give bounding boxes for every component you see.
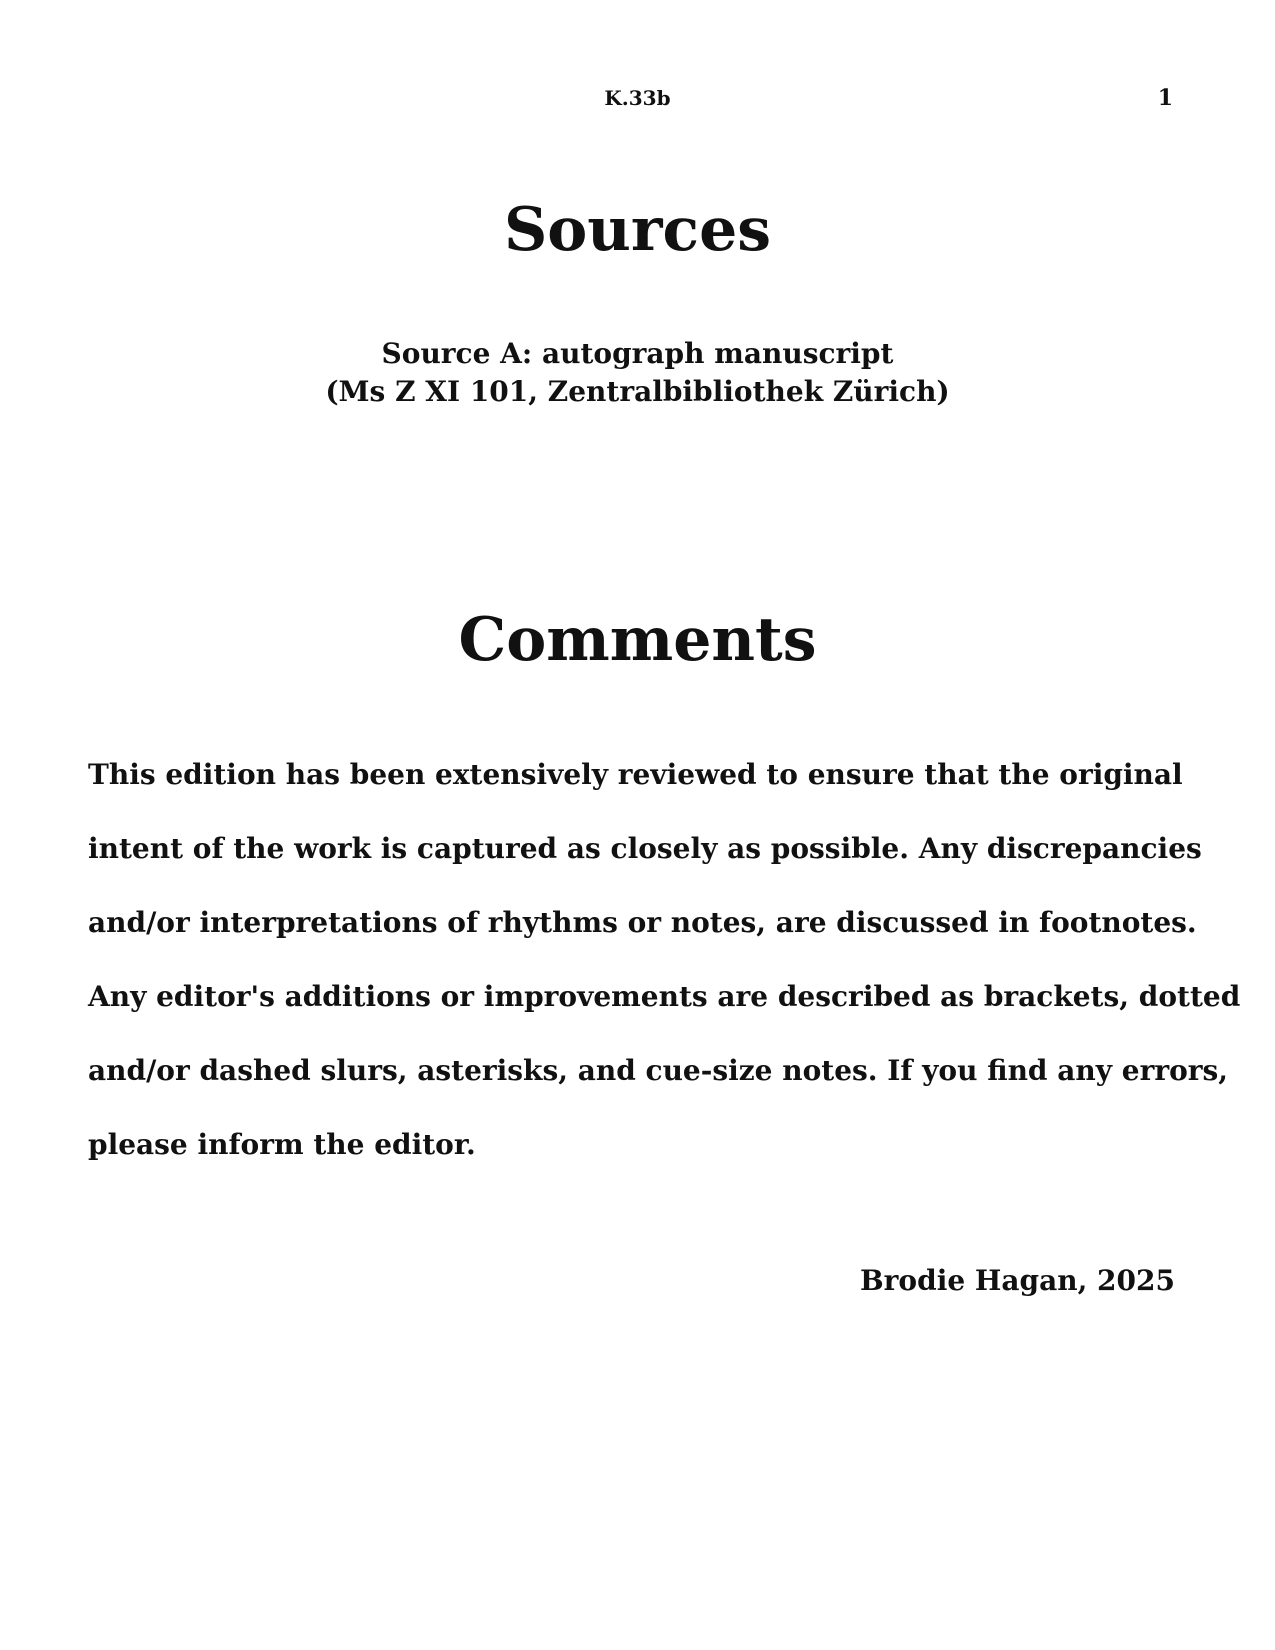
source-a-title: Source A: autograph manuscript — [381, 337, 894, 370]
comments-line: please inform the editor. — [88, 1128, 476, 1161]
sources-heading: Sources — [503, 195, 772, 265]
comments-line: intent of the work is captured as closely as possible. Any discrepancies — [88, 832, 1202, 865]
editor-signature: Brodie Hagan, 2025 — [860, 1264, 1175, 1297]
running-title: K.33b — [604, 86, 671, 110]
comments-line: Any editor's additions or improvements are described as brackets, dotted — [88, 980, 1241, 1013]
source-a-shelfmark: (Ms Z XI 101, Zentralbibliothek Zürich) — [325, 375, 950, 408]
comments-line: and/or dashed slurs, asterisks, and cue-size notes. If you find any errors, — [88, 1054, 1229, 1087]
page-number: 1 — [1157, 85, 1173, 111]
comments-line: and/or interpretations of rhythms or notes, are discussed in footnotes. — [88, 906, 1197, 939]
comments-line: This edition has been extensively reviewed to ensure that the original — [88, 758, 1183, 791]
source-a-description — [0, 335, 1275, 411]
comments-paragraph — [88, 738, 1241, 1182]
comments-heading: Comments — [458, 605, 817, 675]
